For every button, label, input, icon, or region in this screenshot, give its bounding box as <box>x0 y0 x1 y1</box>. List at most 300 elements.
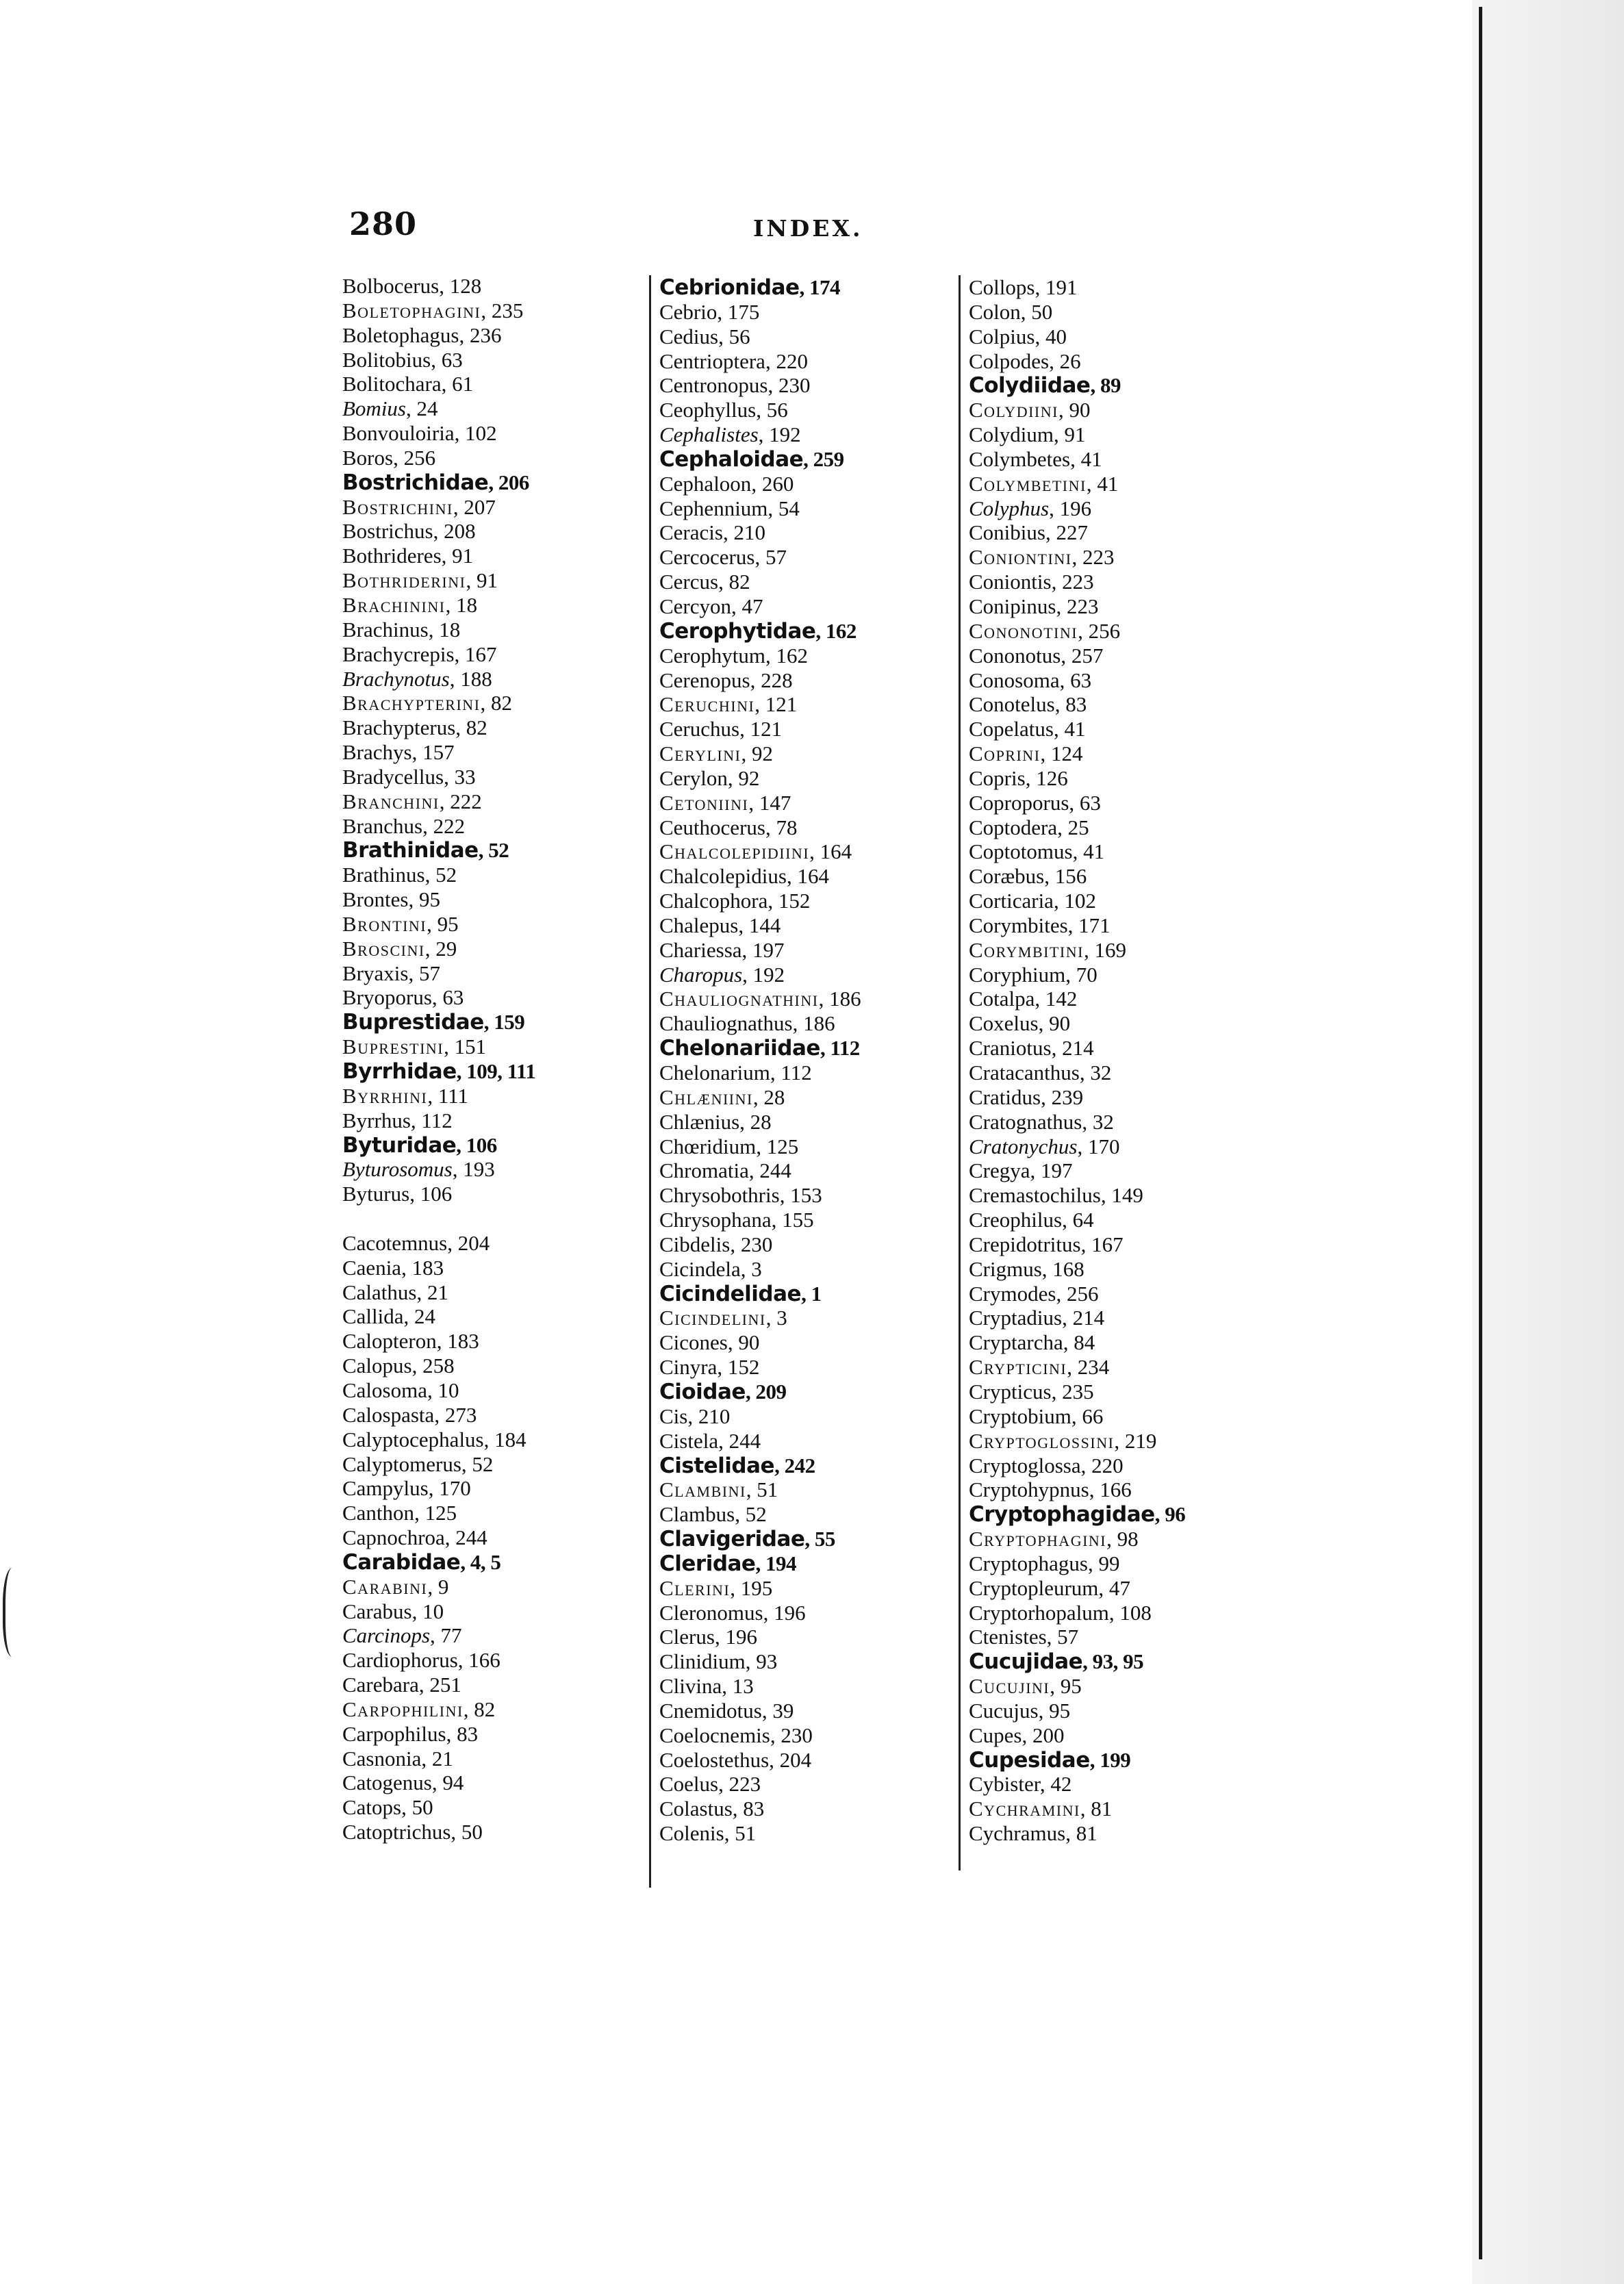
entry-name: Clambini <box>659 1477 746 1502</box>
index-entry <box>969 1183 1185 1208</box>
index-entry <box>969 1797 1185 1821</box>
entry-pages: , 56 <box>756 398 788 422</box>
entry-name: Coræbus <box>969 864 1045 889</box>
entry-name: Ctenistes <box>969 1625 1047 1649</box>
entry-name: Byturidae <box>342 1132 457 1158</box>
entry-name: Crigmus <box>969 1256 1042 1281</box>
entry-pages: , 149 <box>1100 1183 1143 1208</box>
entry-name: Branchus <box>342 813 423 838</box>
index-entry <box>342 495 535 520</box>
entry-pages: , 41 <box>1086 471 1119 496</box>
index-column-2 <box>649 275 861 1888</box>
index-entry <box>969 1699 1185 1723</box>
index-entry <box>659 422 861 447</box>
entry-name: Corticaria <box>969 889 1054 913</box>
entry-name: Carabidae <box>342 1549 461 1575</box>
entry-pages: , 142 <box>1035 987 1078 1011</box>
entry-pages: , 168 <box>1041 1256 1084 1281</box>
entry-pages: , 94 <box>431 1771 464 1795</box>
entry-name: Cleridae <box>659 1551 756 1576</box>
entry-pages: , 39 <box>761 1698 794 1723</box>
page-title: INDEX. <box>753 215 863 242</box>
entry-name: Cryptohypnus <box>969 1477 1089 1502</box>
entry-name: Coniontis <box>969 570 1052 594</box>
entry-pages: , 82 <box>480 691 513 715</box>
index-entry <box>342 1599 535 1624</box>
entry-name: Callida <box>342 1304 404 1329</box>
entry-name: Corymbites <box>969 913 1068 937</box>
entry-pages: , 244 <box>748 1158 791 1183</box>
entry-pages: , 90 <box>1038 1011 1071 1036</box>
entry-name: Bolitobius <box>342 347 431 372</box>
entry-pages: , 200 <box>1022 1723 1065 1747</box>
entry-name: Cicindelini <box>659 1306 766 1330</box>
index-entry <box>342 912 535 937</box>
entry-name: Cononotini <box>969 618 1078 643</box>
index-entry <box>969 1576 1185 1601</box>
entry-name: Cryptobium <box>969 1404 1071 1428</box>
entry-pages: , 242 <box>774 1453 815 1477</box>
index-entry <box>659 594 861 619</box>
entry-pages: , 235 <box>1051 1379 1094 1404</box>
entry-name: Cratidus <box>969 1084 1041 1109</box>
entry-name: Carpophilini <box>342 1697 464 1721</box>
index-entry <box>659 766 861 791</box>
index-entry <box>969 839 1185 864</box>
entry-pages: , 26 <box>1049 348 1081 373</box>
entry-pages: , 63 <box>431 985 464 1010</box>
entry-pages: , 83 <box>732 1797 765 1821</box>
entry-pages: , 194 <box>755 1551 796 1575</box>
entry-name: Chauliognathini <box>659 987 819 1011</box>
index-entry <box>342 618 535 642</box>
entry-pages: , 166 <box>457 1648 500 1673</box>
entry-name: Colyphus <box>969 496 1050 520</box>
entry-name: Chalepus <box>659 913 739 937</box>
index-entry <box>969 275 1185 300</box>
index-entry <box>969 1257 1185 1282</box>
entry-pages: , 156 <box>1044 864 1087 889</box>
entry-name: Chalcophora <box>659 889 768 913</box>
entry-name: Crypticini <box>969 1355 1067 1380</box>
index-entry <box>342 1795 535 1820</box>
index-entry <box>969 1355 1185 1380</box>
index-entry <box>969 1429 1185 1454</box>
index-entry <box>342 1231 535 1256</box>
entry-name: Conosoma <box>969 668 1060 692</box>
entry-pages: , 235 <box>481 298 524 322</box>
entry-name: Colenis <box>659 1821 724 1846</box>
entry-pages: , 92 <box>727 765 760 790</box>
index-entry <box>342 1575 535 1599</box>
entry-name: Cerylon <box>659 765 728 790</box>
facing-page-edge <box>1472 0 1624 2284</box>
entry-name: Coptodera <box>969 815 1058 839</box>
entry-pages: , 188 <box>449 666 492 691</box>
index-entry <box>659 839 861 864</box>
index-entry <box>342 887 535 912</box>
index-entry <box>969 373 1185 398</box>
entry-pages: , 144 <box>738 913 781 937</box>
index-entry <box>659 349 861 374</box>
entry-name: Cercyon <box>659 594 732 618</box>
entry-name: Ceophyllus <box>659 398 757 422</box>
index-entry <box>342 1623 535 1648</box>
index-entry <box>969 1282 1185 1306</box>
index-entry <box>342 667 535 691</box>
entry-pages: , 81 <box>1080 1797 1113 1821</box>
entry-name: Cremastochilus <box>969 1183 1101 1208</box>
entry-pages: , 207 <box>453 494 496 519</box>
entry-name: Chœridium <box>659 1134 757 1158</box>
entry-pages: , 220 <box>765 348 808 373</box>
entry-pages: , 151 <box>444 1035 487 1059</box>
entry-pages: , 244 <box>444 1525 487 1550</box>
entry-name: Cephaloon <box>659 471 752 496</box>
entry-pages: , 186 <box>792 1011 835 1036</box>
entry-pages: , 83 <box>446 1721 479 1746</box>
entry-name: Brathinidae <box>342 838 479 863</box>
index-entry <box>969 619 1185 644</box>
index-entry <box>342 1304 535 1329</box>
entry-pages: , 32 <box>1079 1061 1112 1084</box>
entry-pages: , 193 <box>452 1157 495 1182</box>
entry-name: Cercocerus <box>659 545 755 570</box>
index-entry <box>342 937 535 961</box>
entry-pages: , 196 <box>763 1600 806 1625</box>
entry-name: Ceruchus <box>659 717 740 741</box>
entry-pages: , 112 <box>820 1036 860 1061</box>
index-column-1 <box>342 274 535 1844</box>
entry-name: Cicindelidae <box>659 1281 802 1306</box>
entry-name: Cephalistes <box>659 422 759 447</box>
index-entry <box>659 987 861 1011</box>
index-entry <box>969 1158 1185 1183</box>
entry-name: Conibius <box>969 520 1045 545</box>
entry-pages: , 66 <box>1071 1404 1104 1428</box>
entry-name: Brathinus <box>342 863 425 887</box>
index-entry <box>969 692 1185 717</box>
index-entry <box>659 1330 861 1355</box>
entry-pages: , 206 <box>488 470 529 494</box>
index-entry <box>659 1036 861 1061</box>
entry-name: Conipinus <box>969 594 1056 618</box>
index-entry <box>342 1452 535 1477</box>
entry-name: Clavigeridae <box>659 1527 805 1552</box>
entry-pages: , 83 <box>1054 692 1087 717</box>
entry-name: Brachypterini <box>342 691 481 715</box>
index-entry <box>342 1771 535 1795</box>
entry-pages: , 244 <box>718 1428 761 1453</box>
entry-pages: , 57 <box>408 961 440 985</box>
entry-name: Bomius <box>342 396 406 421</box>
entry-name: Brachinus <box>342 617 429 642</box>
entry-pages: , 153 <box>779 1183 822 1208</box>
entry-name: Chariessa <box>659 937 742 962</box>
entry-name: Chelonariidae <box>659 1036 820 1061</box>
entry-name: Bolitochara <box>342 372 442 396</box>
entry-name: Boros <box>342 445 394 470</box>
entry-pages: , 91 <box>441 544 474 568</box>
index-entry <box>969 398 1185 422</box>
entry-name: Carabus <box>342 1599 412 1623</box>
entry-pages: , 10 <box>411 1599 444 1623</box>
index-entry <box>342 274 535 299</box>
entry-pages: , 108 <box>1108 1600 1152 1625</box>
entry-name: Clinidium <box>659 1649 746 1674</box>
entry-name: Cryptophagini <box>969 1527 1107 1551</box>
index-entry <box>969 1208 1185 1232</box>
index-entry <box>342 765 535 789</box>
index-entry <box>659 325 861 349</box>
index-entry <box>969 644 1185 668</box>
index-entry <box>342 348 535 372</box>
entry-name: Cryptopleurum <box>969 1575 1099 1600</box>
index-entry <box>342 544 535 568</box>
entry-pages: , 256 <box>393 445 436 470</box>
entry-name: Coelus <box>659 1772 719 1797</box>
entry-name: Cerylini <box>659 741 741 766</box>
entry-pages: , 95 <box>1050 1674 1082 1699</box>
index-entry <box>342 691 535 715</box>
entry-name: Byrrhus <box>342 1108 411 1132</box>
entry-pages: , 56 <box>718 324 750 348</box>
entry-name: Cardiophorus <box>342 1648 458 1673</box>
entry-pages: , 52 <box>461 1451 494 1476</box>
entry-name: Buprestidae <box>342 1010 484 1035</box>
page-gutter-line <box>1479 7 1482 2259</box>
entry-pages: , 273 <box>434 1402 477 1427</box>
entry-name: Carpophilus <box>342 1721 446 1746</box>
entry-name: Cerenopus <box>659 668 750 692</box>
entry-name: Cratonychus <box>969 1134 1078 1158</box>
entry-pages: , 91 <box>466 568 498 593</box>
index-entry <box>659 815 861 840</box>
entry-name: Clerus <box>659 1625 715 1649</box>
index-entry <box>659 1061 861 1085</box>
index-entry <box>342 446 535 470</box>
entry-pages: , 223 <box>1051 570 1094 594</box>
entry-name: Ceruchini <box>659 692 755 717</box>
index-entry <box>969 1454 1185 1478</box>
index-entry <box>342 568 535 593</box>
entry-pages: , 82 <box>455 715 487 740</box>
index-entry <box>659 398 861 422</box>
entry-pages: , 164 <box>809 839 852 864</box>
entry-pages: , 84 <box>1063 1330 1095 1355</box>
entry-name: Colastus <box>659 1797 733 1821</box>
index-entry <box>969 1477 1185 1502</box>
entry-pages: , 208 <box>433 519 476 544</box>
index-entry <box>969 963 1185 987</box>
entry-pages: , 52 <box>478 838 509 863</box>
entry-pages: , 32 <box>1082 1109 1114 1134</box>
entry-name: Cucujini <box>969 1674 1050 1699</box>
index-entry <box>659 1821 861 1846</box>
entry-pages: , 162 <box>765 643 808 668</box>
index-entry <box>659 1576 861 1601</box>
entry-name: Cucujus <box>969 1698 1039 1723</box>
entry-pages: , 199 <box>1089 1747 1131 1772</box>
entry-name: Cicindela <box>659 1256 741 1281</box>
margin-mark <box>3 1568 26 1657</box>
entry-pages: , 159 <box>483 1010 525 1035</box>
page-number: 280 <box>349 205 418 242</box>
entry-name: Cryptoglossini <box>969 1428 1115 1453</box>
index-entry <box>969 300 1185 325</box>
entry-pages: , 4, 5 <box>460 1549 501 1574</box>
entry-pages: , 197 <box>741 937 785 962</box>
entry-pages: , 152 <box>767 889 811 913</box>
entry-name: Clerini <box>659 1575 731 1600</box>
entry-pages: , 175 <box>717 299 760 324</box>
entry-name: Calopteron <box>342 1329 437 1354</box>
entry-pages: , 42 <box>1039 1772 1072 1797</box>
entry-name: Coelostethus <box>659 1747 770 1772</box>
index-entry <box>659 1601 861 1625</box>
entry-name: Cratacanthus <box>969 1061 1080 1084</box>
entry-pages: , 51 <box>746 1477 778 1502</box>
entry-name: Ceracis <box>659 520 723 545</box>
entry-pages: , 3 <box>740 1256 762 1281</box>
index-entry <box>342 1035 535 1059</box>
entry-name: Catogenus <box>342 1771 432 1795</box>
entry-pages: , 10 <box>427 1378 459 1402</box>
entry-name: Chrysobothris <box>659 1183 780 1208</box>
entry-name: Cratognathus <box>969 1109 1082 1134</box>
entry-name: Corymbitini <box>969 937 1084 962</box>
entry-pages: , 106 <box>409 1182 453 1206</box>
entry-name: Cedius <box>659 324 719 348</box>
entry-pages: , 209 <box>745 1379 787 1404</box>
entry-name: Boletophagini <box>342 298 481 322</box>
entry-pages: , 28 <box>739 1109 772 1134</box>
entry-pages: , 81 <box>1065 1821 1098 1846</box>
entry-pages: , 204 <box>447 1230 490 1255</box>
entry-name: Colpius <box>969 324 1035 348</box>
entry-name: Bothriderini <box>342 568 466 593</box>
index-entry <box>659 1723 861 1748</box>
entry-pages: , 171 <box>1067 913 1111 937</box>
index-entry <box>969 1821 1185 1846</box>
entry-pages: , 128 <box>439 274 482 298</box>
index-entry <box>342 1059 535 1084</box>
entry-name: Colymbetini <box>969 471 1087 496</box>
entry-name: Ceuthocerus <box>659 815 765 839</box>
index-entry <box>342 642 535 667</box>
entry-name: Brachynotus <box>342 666 450 691</box>
entry-pages: , 63 <box>1059 668 1092 692</box>
index-entry <box>969 422 1185 447</box>
index-entry <box>659 275 861 300</box>
entry-pages: , 126 <box>1025 765 1068 790</box>
index-entry <box>659 1085 861 1110</box>
index-entry <box>659 1208 861 1232</box>
index-entry <box>659 1551 861 1576</box>
index-entry <box>659 1454 861 1478</box>
entry-name: Byturus <box>342 1182 410 1206</box>
index-entry <box>969 1502 1185 1527</box>
index-entry <box>969 1674 1185 1699</box>
index-entry <box>342 863 535 887</box>
entry-pages: , 64 <box>1062 1208 1094 1232</box>
index-entry <box>342 1329 535 1354</box>
index-entry <box>659 1748 861 1773</box>
entry-name: Calathus <box>342 1280 417 1304</box>
index-entry <box>659 1429 861 1454</box>
index-entry <box>969 1404 1185 1429</box>
entry-name: Coelocnemis <box>659 1723 770 1747</box>
entry-pages: , 230 <box>767 373 811 398</box>
entry-pages: , 183 <box>436 1329 479 1354</box>
entry-pages: , 124 <box>1040 741 1083 766</box>
entry-name: Crypticus <box>969 1379 1052 1404</box>
index-entry <box>342 961 535 986</box>
index-entry <box>659 1355 861 1380</box>
index-entry <box>659 1797 861 1821</box>
entry-pages: , 98 <box>1106 1527 1139 1551</box>
index-entry <box>342 715 535 740</box>
index-entry <box>659 692 861 717</box>
index-entry <box>659 1110 861 1134</box>
entry-pages: , 214 <box>1051 1036 1094 1061</box>
entry-name: Cioidae <box>659 1379 746 1404</box>
entry-pages: , 96 <box>1154 1502 1186 1527</box>
index-entry <box>342 1403 535 1428</box>
entry-pages: , 9 <box>427 1574 449 1599</box>
entry-pages: , 260 <box>751 471 794 496</box>
entry-name: Cis <box>659 1404 688 1428</box>
entry-pages: , 95 <box>427 911 459 936</box>
index-entry <box>969 1011 1185 1036</box>
index-entry <box>969 668 1185 693</box>
index-entry <box>342 1428 535 1452</box>
entry-pages: , 228 <box>750 668 793 692</box>
entry-pages: , 169 <box>1083 937 1126 962</box>
entry-pages: , 28 <box>752 1084 785 1109</box>
entry-name: Carabini <box>342 1574 428 1599</box>
entry-name: Coproporus <box>969 790 1069 815</box>
index-entry <box>969 864 1185 889</box>
entry-pages: , 167 <box>1080 1232 1124 1256</box>
index-entry <box>969 717 1185 741</box>
index-entry <box>969 741 1185 766</box>
entry-pages: , 111 <box>427 1083 469 1108</box>
entry-pages: , 230 <box>730 1232 773 1256</box>
index-entry <box>659 1772 861 1797</box>
entry-name: Cryptadius <box>969 1306 1063 1330</box>
entry-name: Bryoporus <box>342 985 432 1010</box>
entry-name: Cetoniini <box>659 790 749 815</box>
entry-pages: , 112 <box>770 1061 812 1084</box>
entry-pages: , 251 <box>418 1673 461 1697</box>
index-entry <box>969 938 1185 963</box>
entry-name: Cerophytum <box>659 643 765 668</box>
entry-pages: , 52 <box>424 863 457 887</box>
entry-name: Centrioptera <box>659 348 765 373</box>
entry-name: Cercus <box>659 570 719 594</box>
entry-pages: , 109, 111 <box>456 1059 536 1083</box>
index-entry <box>659 1257 861 1282</box>
index-entry <box>969 987 1185 1011</box>
entry-name: Coptotomus <box>969 839 1073 864</box>
index-entry <box>969 570 1185 594</box>
entry-name: Cryptophagidae <box>969 1502 1155 1527</box>
entry-name: Copelatus <box>969 717 1054 741</box>
entry-name: Byrrhini <box>342 1083 428 1108</box>
index-entry <box>659 545 861 570</box>
entry-pages: , 167 <box>454 642 497 666</box>
